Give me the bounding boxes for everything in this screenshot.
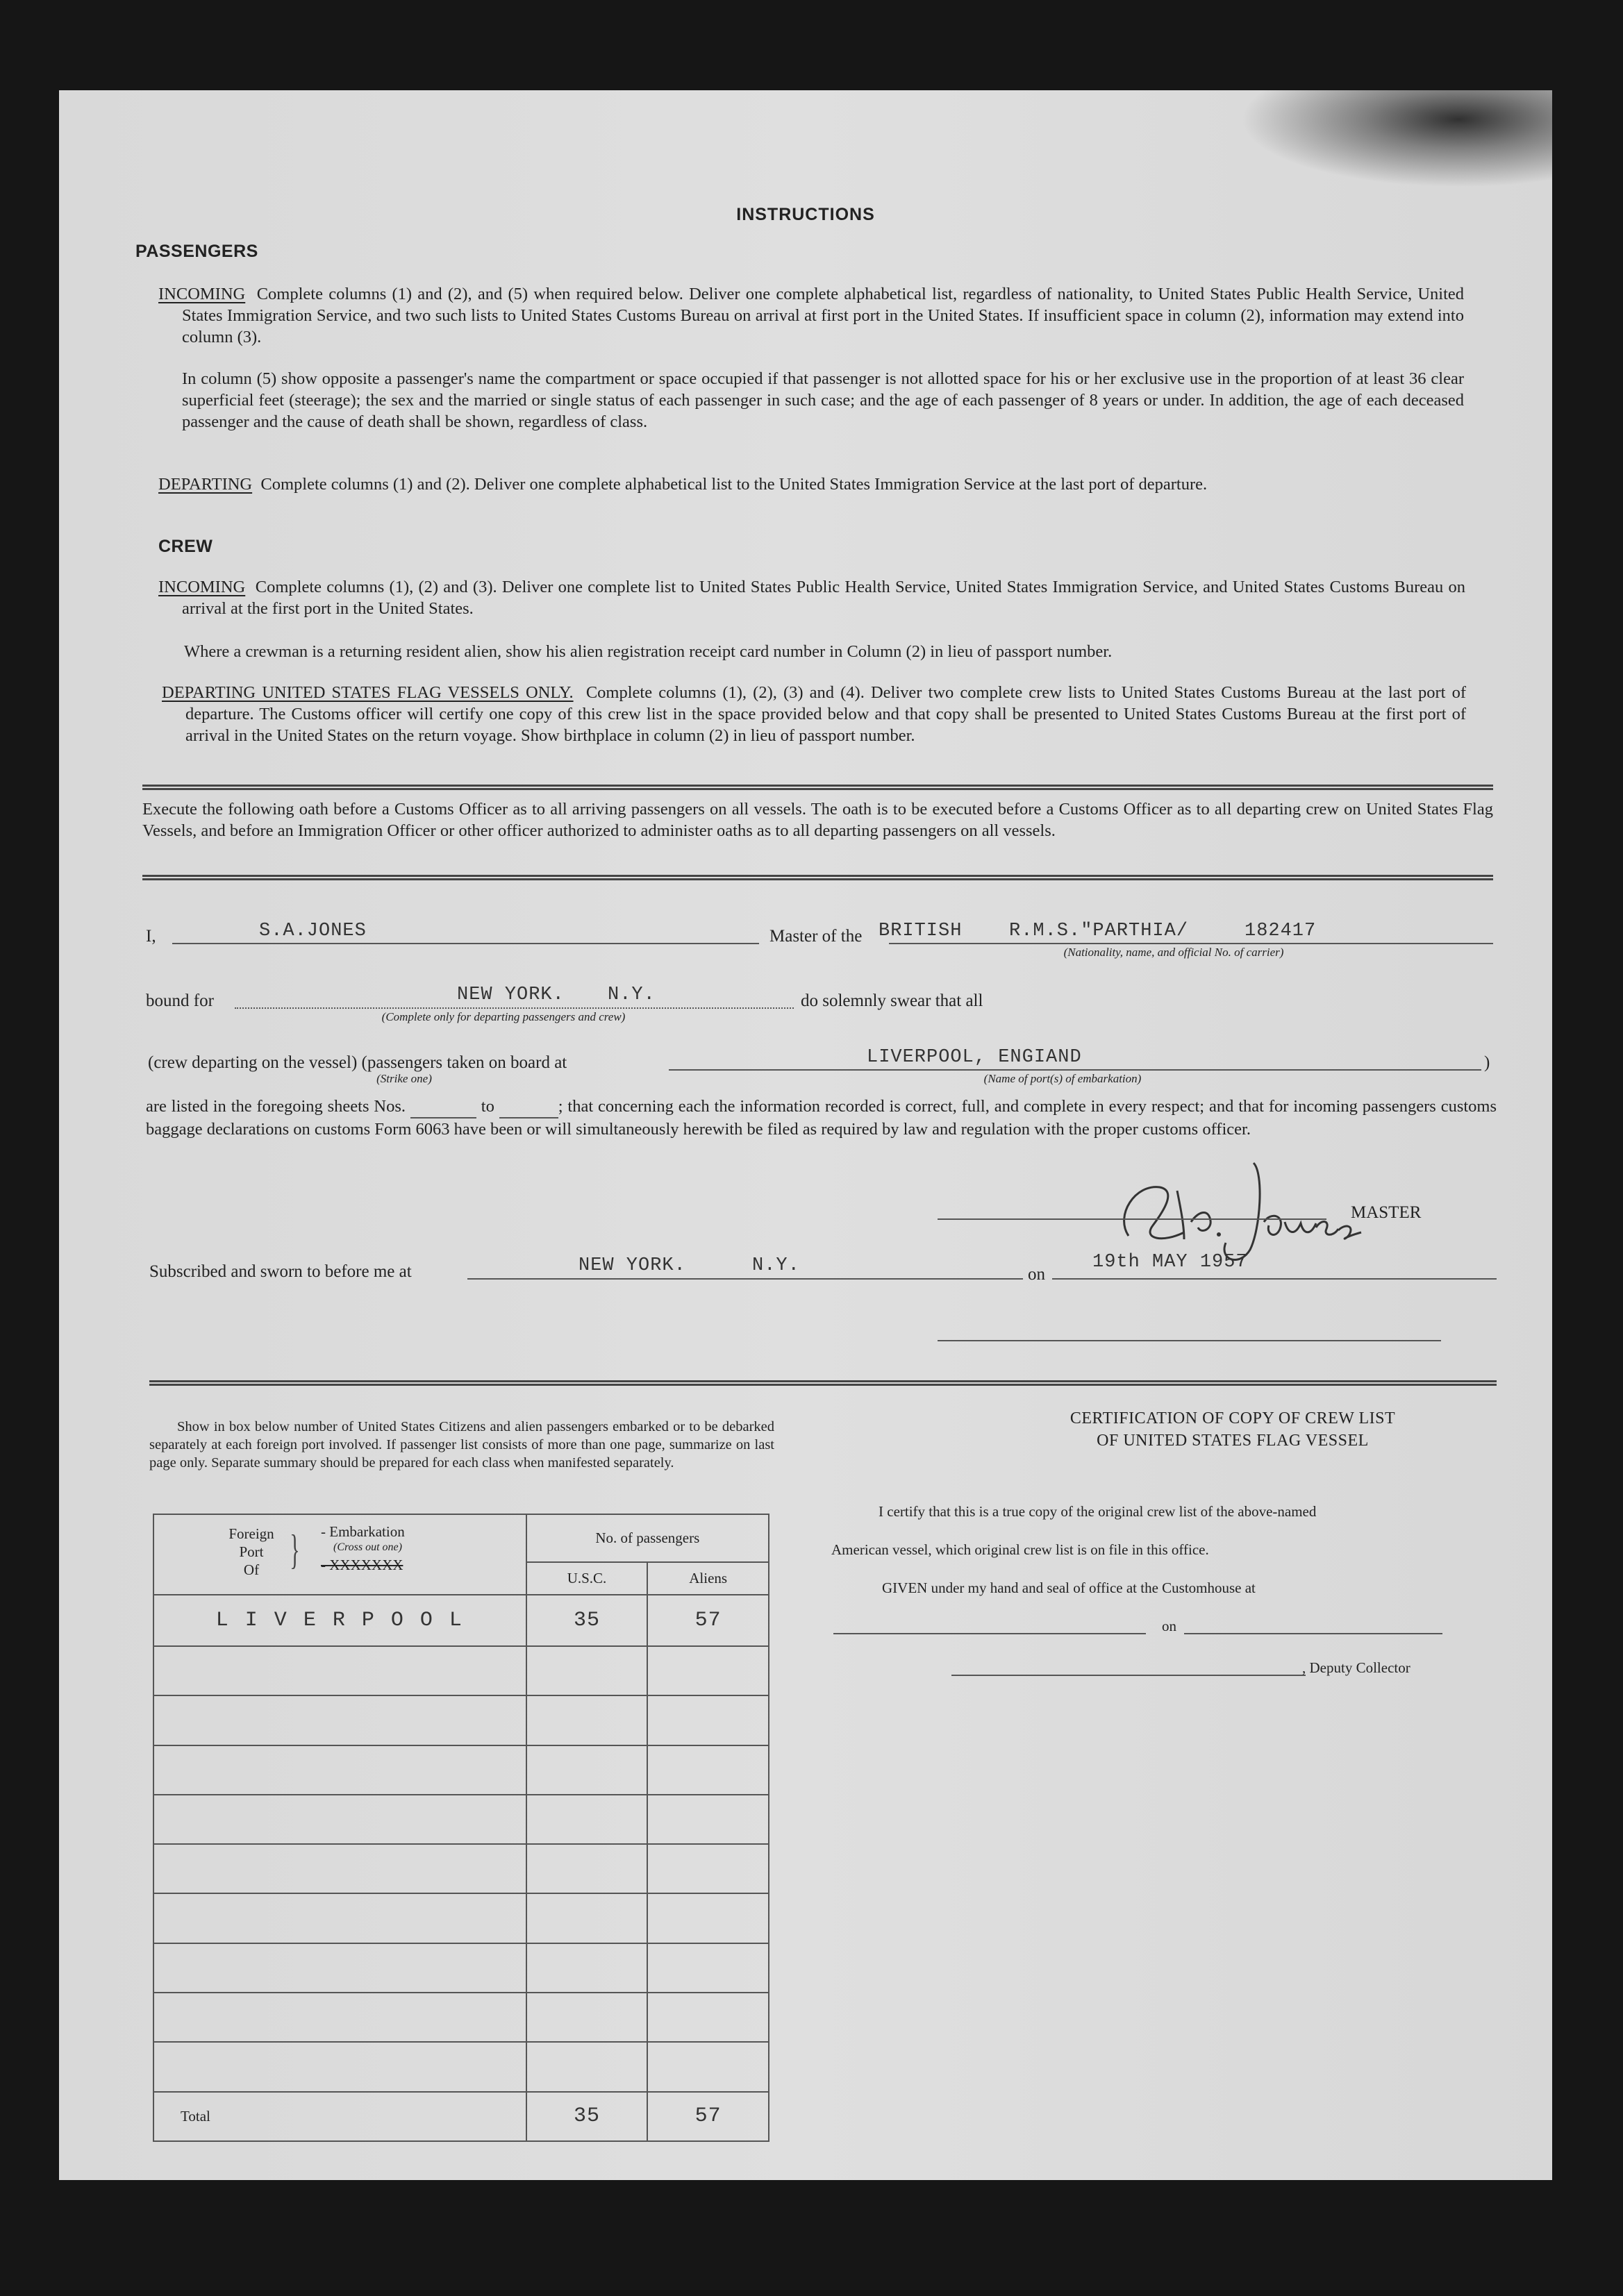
empty-cell	[153, 1695, 526, 1745]
nationality-value: BRITISH	[879, 921, 963, 941]
carrier-value: R.M.S."PARTHIA/	[1009, 921, 1189, 941]
sheet-to-field	[499, 1096, 558, 1118]
table-row	[153, 1745, 769, 1795]
embark-line	[669, 1069, 1481, 1071]
crew-incoming-text: Complete columns (1), (2) and (3). Deliver one complete list to United States Public Health Service, United States Immigration Service, and United States Customs Bureau on arrival at the first port in the United States.	[182, 578, 1465, 618]
divider-bottom	[149, 1380, 1497, 1386]
bound-for-line	[235, 1007, 794, 1009]
empty-cell	[526, 1993, 648, 2042]
incoming-text: Complete columns (1) and (2), and (5) when required below. Deliver one complete alphabetical list, regardless of nationality, to United States Public Health Service, United States Immigration Service, and two such lists to United States Customs Bureau on arrival at first port in the United States. If insufficient space in column (2), information may extend into column (3).	[182, 285, 1464, 346]
crew-departing-text: (crew departing on the vessel) (passengers taken on board at	[148, 1053, 567, 1072]
empty-cell	[647, 1893, 769, 1943]
table-row	[153, 1695, 769, 1745]
total-aliens: 57	[647, 2092, 769, 2141]
instructions-title: INSTRUCTIONS	[736, 205, 875, 224]
port-header-port: Port	[239, 1543, 264, 1560]
passengers-incoming-paragraph	[158, 283, 1464, 348]
cert-on-label: on	[1162, 1618, 1176, 1634]
sworn-city: NEW YORK.	[579, 1255, 686, 1276]
divider-oath	[142, 875, 1493, 880]
oath-intro: Execute the following oath before a Customs Officer as to all arriving passengers on all vessels. The oath is to be executed before a Customs Officer as to all departing crew on United States Flag Vessels, and before an Immigration Officer or other officer authorized to administer oaths as to all departing passengers on all vessels.	[142, 800, 1493, 840]
crewman-paragraph: Where a crewman is a returning resident alien, show his alien registration receipt card number in Column (2) in lieu of passport number.	[184, 642, 1113, 661]
empty-cell	[647, 2042, 769, 2091]
ink-smudge	[1240, 90, 1552, 187]
sworn-date-line	[1052, 1278, 1497, 1280]
cert-place-line	[833, 1633, 1146, 1634]
cross-out-caption: (Cross out one)	[333, 1541, 402, 1553]
i-label: I,	[146, 927, 156, 946]
empty-cell	[153, 1993, 526, 2042]
brace-glyph: }	[290, 1527, 300, 1573]
debarkation-struck-label: - XXXXXXX	[321, 1557, 403, 1573]
aliens-header: Aliens	[647, 1562, 769, 1595]
sworn-state: N.Y.	[752, 1255, 800, 1276]
crew-incoming-paragraph	[158, 576, 1465, 619]
empty-cell	[647, 1943, 769, 1993]
sheet-from-field	[410, 1096, 476, 1118]
departing-flag-text: Complete columns (1), (2), (3) and (4). Deliver two complete crew lists to United States Customs Bureau at the last port of departure. The Customs officer will certify one copy of this crew list in the space provided below and that copy shall be presented to United States Customs Bureau at the first port of arrival in the United States on the return voyage. Show birthplace in column (2) in lieu of passport number.	[185, 683, 1466, 745]
cert-title-2: OF UNITED STATES FLAG VESSEL	[1097, 1432, 1369, 1450]
empty-cell	[153, 1646, 526, 1695]
empty-cell	[647, 1745, 769, 1795]
empty-cell	[526, 1745, 648, 1795]
master-label: MASTER	[1351, 1203, 1422, 1222]
port-header-foreign: Foreign	[228, 1525, 274, 1542]
sworn-on-label: on	[1028, 1265, 1045, 1284]
cert-text-3: GIVEN under my hand and seal of office at the Customhouse at	[882, 1579, 1256, 1596]
document-sheet	[59, 90, 1552, 2180]
table-row	[153, 1795, 769, 1844]
empty-cell	[647, 1844, 769, 1893]
empty-cell	[526, 2042, 648, 2091]
crew-heading: CREW	[158, 537, 213, 556]
total-row	[153, 2092, 769, 2141]
port-header-cell	[153, 1514, 526, 1595]
master-name-line	[172, 943, 759, 944]
empty-cell	[153, 2042, 526, 2091]
empty-cell	[526, 1893, 648, 1943]
empty-cell	[526, 1943, 648, 1993]
table-row	[153, 2042, 769, 2091]
empty-cell	[153, 1844, 526, 1893]
empty-cell	[647, 1993, 769, 2042]
listed-text-2: ; that concerning each the information recorded is correct, full, and complete in every respect; and that for incoming passengers customs baggage declarations on customs Form 6063 have been or will simultaneously herewith be filed as required by law and regulation with the proper customs officer.	[146, 1097, 1497, 1139]
official-no-value: 182417	[1245, 921, 1317, 941]
empty-cell	[153, 1795, 526, 1844]
cert-text-2: American vessel, which original crew list is on file in this office.	[831, 1541, 1209, 1558]
summary-instructions: Show in box below number of United States Citizens and alien passengers embarked or to be debarked separately at each foreign port involved. If passenger list consists of more than one page, summarize on last page only. Separate summary should be prepared for each class when manifested separately.	[149, 1419, 774, 1470]
cert-date-line	[1184, 1633, 1442, 1634]
table-row	[153, 1646, 769, 1695]
row-aliens: 57	[647, 1595, 769, 1646]
departing-label: DEPARTING	[158, 475, 253, 494]
carrier-line	[889, 943, 1493, 944]
empty-cell	[153, 1893, 526, 1943]
subscribed-label: Subscribed and sworn to before me at	[149, 1262, 412, 1281]
total-usc: 35	[526, 2092, 648, 2141]
bound-for-caption: (Complete only for departing passengers and crew)	[381, 1010, 626, 1023]
row-port: L I V E R P O O L	[153, 1595, 526, 1646]
passengers-heading: PASSENGERS	[135, 242, 258, 261]
passengers-departing-paragraph	[158, 474, 1464, 495]
passenger-summary-table	[153, 1514, 769, 2142]
bound-for-label: bound for	[146, 991, 214, 1010]
deputy-collector-line	[951, 1675, 1306, 1676]
officer-signature-line	[938, 1340, 1441, 1341]
listed-paragraph	[146, 1096, 1497, 1140]
carrier-caption: (Nationality, name, and official No. of carrier)	[1063, 946, 1284, 959]
deputy-collector-label: , Deputy Collector	[1302, 1659, 1410, 1676]
embark-caption: (Name of port(s) of embarkation)	[983, 1072, 1142, 1085]
empty-cell	[647, 1695, 769, 1745]
empty-cell	[153, 1745, 526, 1795]
master-name-value: S.A.JONES	[259, 921, 367, 941]
sworn-place-line	[467, 1278, 1023, 1280]
departing-text: Complete columns (1) and (2). Deliver one complete alphabetical list to the United States Immigration Service at the last port of departure.	[260, 475, 1208, 494]
departing-flag-label: DEPARTING UNITED STATES FLAG VESSELS ONLY.	[162, 683, 574, 702]
port-header-of: Of	[243, 1561, 260, 1578]
bound-for-city: NEW YORK.	[457, 984, 565, 1005]
empty-cell	[526, 1695, 648, 1745]
row-usc: 35	[526, 1595, 648, 1646]
empty-cell	[647, 1646, 769, 1695]
table-row	[153, 1993, 769, 2042]
swear-text: do solemnly swear that all	[801, 991, 983, 1010]
divider-top	[142, 785, 1493, 790]
crew-incoming-label: INCOMING	[158, 578, 246, 596]
listed-to: to	[481, 1097, 494, 1116]
incoming-label: INCOMING	[158, 285, 246, 303]
cert-title-1: CERTIFICATION OF COPY OF CREW LIST	[1069, 1409, 1396, 1427]
total-label: Total	[153, 2092, 526, 2141]
strike-caption: (Strike one)	[376, 1072, 432, 1085]
table-row	[153, 1844, 769, 1893]
table-row	[153, 1943, 769, 1993]
sworn-date-value: 19th MAY 1957	[1092, 1252, 1248, 1273]
bound-for-state: N.Y.	[608, 984, 656, 1005]
empty-cell	[526, 1646, 648, 1695]
table-row	[153, 1595, 769, 1646]
empty-cell	[647, 1795, 769, 1844]
embark-port-value: LIVERPOOL, ENGIAND	[867, 1047, 1082, 1068]
cert-text-1: I certify that this is a true copy of the original crew list of the above-named	[879, 1503, 1317, 1520]
empty-cell	[526, 1844, 648, 1893]
empty-cell	[526, 1795, 648, 1844]
close-paren: )	[1484, 1053, 1490, 1072]
embarkation-label: - Embarkation	[321, 1523, 405, 1540]
master-of-label: Master of the	[769, 927, 863, 946]
master-signature-line	[938, 1218, 1326, 1220]
empty-cell	[153, 1943, 526, 1993]
no-passengers-header: No. of passengers	[526, 1514, 769, 1562]
usc-header: U.S.C.	[526, 1562, 648, 1595]
listed-text-1: are listed in the foregoing sheets Nos.	[146, 1097, 406, 1116]
table-row	[153, 1893, 769, 1943]
column5-paragraph: In column (5) show opposite a passenger's name the compartment or space occupied if that passenger is not allotted space for his or her exclusive use in the proportion of at least 36 clear superficial feet (steerage); the sex and the married or single status of each passenger in such case; and the age of each passenger of 8 years or under. In addition, the age of each deceased passenger and the cause of death shall be shown, regardless of class.	[182, 369, 1464, 431]
departing-flag-paragraph	[162, 682, 1466, 746]
